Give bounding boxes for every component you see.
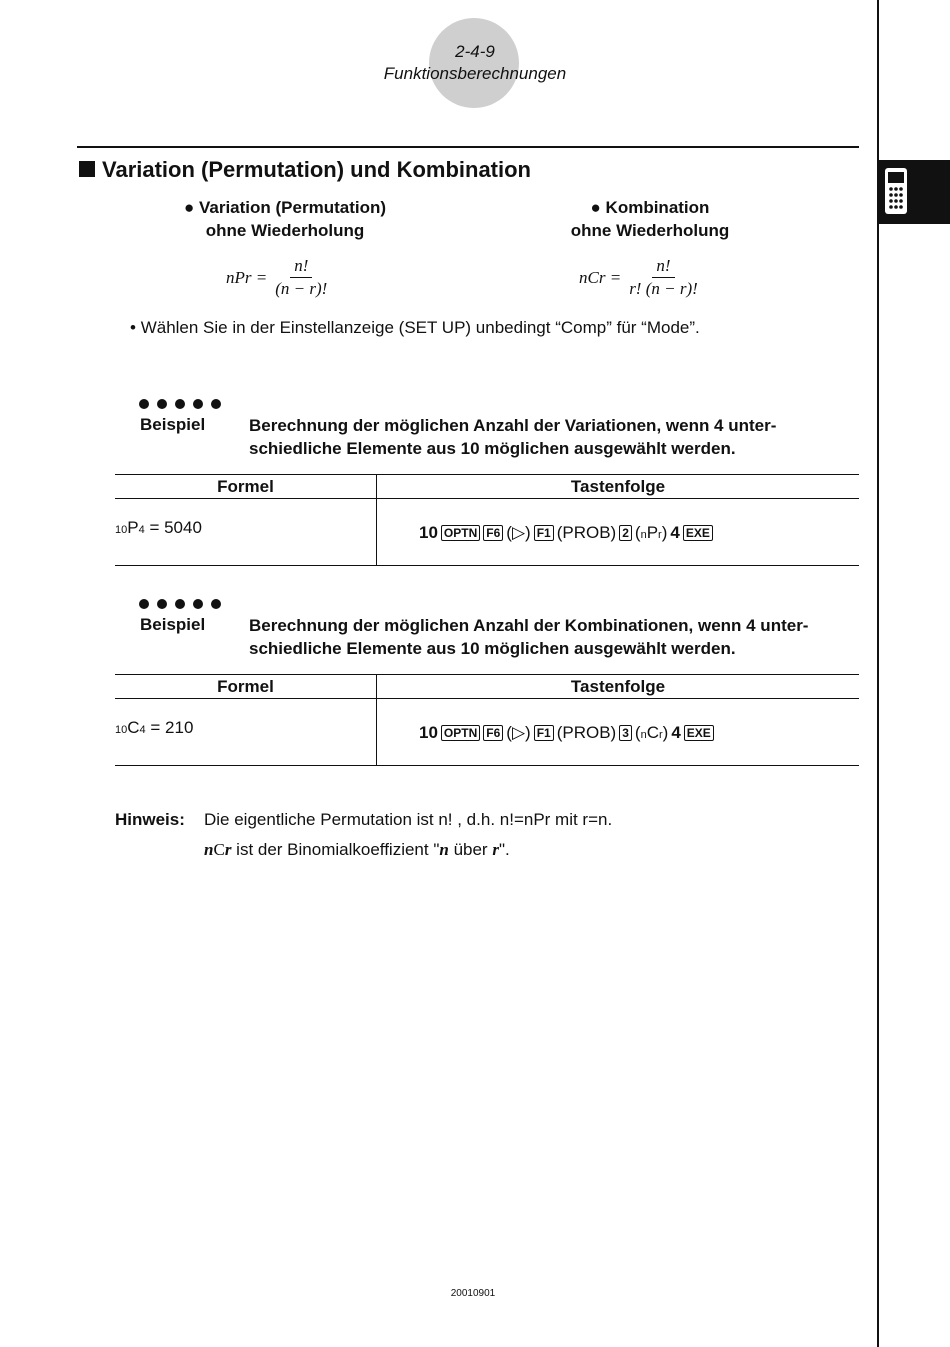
formula-cell [115,499,377,565]
formula-operator: P [127,518,139,537]
fn-close: ) [662,722,669,742]
combination-heading-line2: ohne Wiederholung [570,221,730,240]
f6-key: F6 [483,725,503,741]
key-digits: 10 [419,722,438,742]
hint-n2: n [439,840,449,859]
calculator-icon [885,168,907,214]
prob-label: (PROB) [556,522,617,542]
hint-end: ". [498,840,510,859]
number-key: 2 [619,525,632,541]
setup-note [130,318,700,338]
permutation-formula [226,256,331,299]
formula-n: 10 [115,524,128,536]
f6-key: F6 [483,525,503,541]
formula-result: = 5040 [144,518,202,537]
setup-note-text: Wählen Sie in der Einstellanzeige (SET UP) unbedingt “Comp” für “Mode”. [140,318,700,337]
formula-r: 4 [138,524,145,536]
permutation-heading-line1: Variation (Permutation) [198,198,387,217]
right-arrow-label: (▷) [506,722,531,742]
fn-open: ( [634,722,641,742]
example-label: Beispiel [140,615,206,634]
section-rule [77,146,859,148]
permutation-numerator: n! [290,256,312,278]
formula-n: 10 [115,724,128,736]
page-number: 2-4-9 [455,42,495,61]
number-key: 3 [619,725,632,741]
column-header-formula: Formel [115,675,377,698]
combination-formula [579,256,702,299]
header-circle [429,18,519,108]
fn-n: n [640,528,647,541]
example-label: Beispiel [140,415,206,434]
formula-r: 4 [139,724,146,736]
example-table-permutation [115,474,859,566]
hint-c: C [213,840,225,859]
permutation-heading [170,196,400,242]
right-arrow-label: (▷) [506,522,531,542]
combination-heading-line1: Kombination [605,198,710,217]
prob-label: (PROB) [556,722,617,742]
combination-denominator: r! (n − r)! [629,279,698,298]
formula-operator: C [127,718,140,737]
combination-numerator: n! [652,256,674,278]
example-dots-icon [139,599,221,609]
hint-r: r [224,840,232,859]
permutation-formula-lhs: nPr = [226,267,268,287]
hint-line-1: Die eigentliche Permutation ist n! , d.h. n!=nPr mit r=n. [204,810,613,829]
fn-r: r [658,728,663,741]
key-argument: 4 [671,722,681,742]
fn-r: r [658,528,662,541]
example-dots-icon [139,399,221,409]
hint-r2: r [492,840,499,859]
example-description: Berechnung der möglichen Anzahl der Variationen, wenn 4 unter-schiedliche Elemente aus 10 möglichen ausgewählt werden. [249,416,777,458]
f1-key: F1 [534,725,554,741]
example-description: Berechnung der möglichen Anzahl der Kombinationen, wenn 4 unter-schiedliche Elemente aus 10 möglichen ausgewählt werden. [249,616,809,658]
column-header-formula: Formel [115,475,377,498]
example-table-combination [115,674,859,766]
bullet-icon: ● [590,198,606,217]
bullet-icon: ● [183,198,199,217]
chapter-title: Funktionsberechnungen [383,64,567,83]
formula-cell [115,699,377,765]
keystroke-cell [377,699,859,747]
section-title: Variation (Permutation) und Kombination [102,157,531,182]
column-header-keys: Tastenfolge [570,477,666,496]
fn-open: ( [634,522,641,542]
optn-key: OPTN [441,525,480,541]
exe-key: EXE [684,725,714,741]
fn-letter: C [646,722,659,742]
small-bullet-icon: • [130,318,141,337]
hint-uber: über [448,840,493,859]
fn-letter: P [646,522,659,542]
key-digits: 10 [419,522,438,542]
combination-heading [540,196,760,242]
permutation-denominator: (n − r)! [275,279,328,298]
optn-key: OPTN [441,725,480,741]
footer-code: 20010901 [450,1288,496,1299]
fn-close: ) [661,522,668,542]
column-header-keys: Tastenfolge [570,677,666,696]
hint-label: Hinweis: [115,810,185,829]
f1-key: F1 [534,525,554,541]
formula-result: = 210 [145,718,194,737]
hint-n: n [204,840,214,859]
keystroke-cell [377,499,859,547]
section-square-icon [79,161,95,177]
fn-n: n [640,728,647,741]
combination-formula-lhs: nCr = [579,267,622,287]
hint-line-2 [204,840,510,860]
key-argument: 4 [670,522,680,542]
hint-rest: ist der Binomialkoeffizient " [231,840,440,859]
exe-key: EXE [683,525,713,541]
permutation-heading-line2: ohne Wiederholung [205,221,365,240]
